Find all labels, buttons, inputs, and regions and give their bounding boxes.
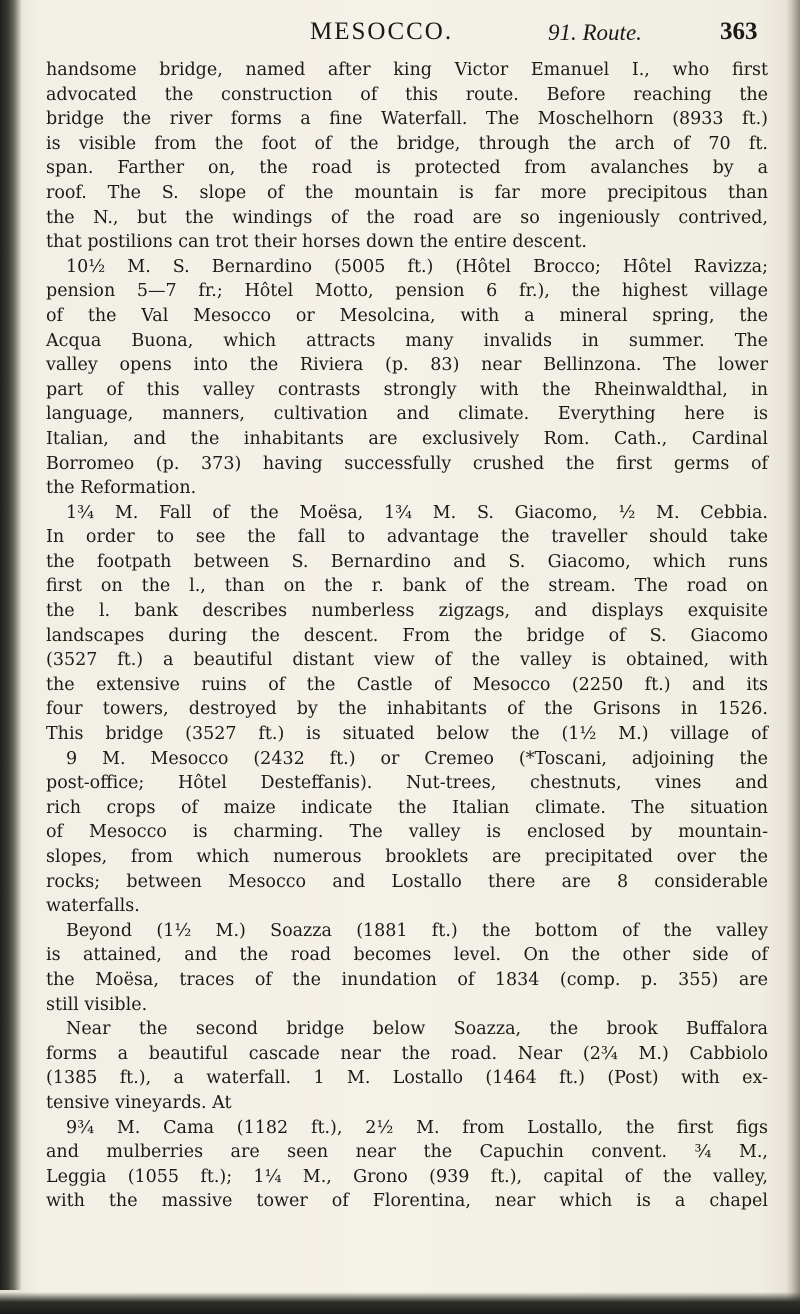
text-line: forms a beautiful cascade near the road. Near (2¾ M.) Cabbiolo (46, 1043, 768, 1064)
text-line: still visible. (46, 994, 148, 1015)
page-edge-right (786, 0, 800, 1314)
text-line: is visible from the foot of the bridge, through the arch of 70 ft. (46, 133, 768, 154)
text-line: with the massive tower of Florentina, near which is a chapel (46, 1191, 768, 1212)
body-text (46, 58, 768, 1214)
text-line: (1385 ft.), a waterfall. 1 M. Lostallo (1464 ft.) (Post) with ex- (46, 1068, 768, 1089)
text-line: Near the second bridge below Soazza, the brook Buffalora (66, 1019, 768, 1040)
running-head-title: MESOCCO. (310, 18, 454, 45)
text-line: Borromeo (p. 373) having successfully crushed the first germs of (46, 453, 768, 474)
text-line: advocated the construction of this route. Before reaching the (46, 84, 768, 105)
text-line: bridge the river forms a fine Waterfall. The Moschelhorn (8933 ft.) (46, 109, 768, 130)
text-line: roof. The S. slope of the mountain is far more precipitous than (46, 182, 768, 203)
text-line: the Moësa, traces of the inundation of 1834 (comp. p. 355) are (46, 969, 768, 990)
text-line: (3527 ft.) a beautiful distant view of the valley is obtained, with (46, 650, 768, 671)
running-head (0, 18, 800, 54)
text-line: and mulberries are seen near the Capuchin convent. ¾ M., (46, 1142, 768, 1163)
text-line: 9 M. Mesocco (2432 ft.) or Cremeo (*Toscani, adjoining the (66, 748, 768, 769)
text-line: of Mesocco is charming. The valley is enclosed by mountain- (46, 822, 768, 843)
text-line: the N., but the windings of the road are so ingeniously contrived, (46, 207, 768, 228)
text-line: slopes, from which numerous brooklets are precipitated over the (46, 847, 768, 867)
text-line: rich crops of maize indicate the Italian climate. The situation (46, 797, 768, 818)
text-line: span. Farther on, the road is protected from avalanches by a (46, 158, 768, 179)
text-line: is attained, and the road becomes level. On the other side of (46, 945, 768, 966)
text-line: Italian, and the inhabitants are exclusively Rom. Cath., Cardinal (46, 428, 768, 449)
text-line: handsome bridge, named after king Victor Emanuel I., who first (46, 60, 768, 80)
text-line: rocks; between Mesocco and Lostallo there are 8 considerable (46, 871, 768, 892)
text-line: valley opens into the Riviera (p. 83) near Bellinzona. The lower (46, 355, 768, 376)
binding-shadow-left (0, 0, 22, 1290)
text-line: Acqua Buona, which attracts many invalids in summer. The (46, 330, 768, 351)
text-line: the extensive ruins of the Castle of Mesocco (2250 ft.) and its (46, 674, 768, 695)
text-line: the Reformation. (46, 478, 197, 499)
text-line: Leggia (1055 ft.); 1¼ M., Grono (939 ft.), capital of the valley, (46, 1166, 768, 1187)
page-edge-bottom (0, 1292, 800, 1314)
text-line: first on the l., than on the r. bank of the stream. The road on (46, 576, 768, 597)
text-line: language, manners, cultivation and climate. Everything here is (46, 404, 768, 425)
text-line: This bridge (3527 ft.) is situated below the (1½ M.) village of (46, 724, 768, 745)
text-line: landscapes during the descent. From the bridge of S. Giacomo (46, 625, 768, 646)
text-line: Beyond (1½ M.) Soazza (1881 ft.) the bottom of the valley (66, 920, 768, 941)
text-line: post-office; Hôtel Desteffanis). Nut-trees, chestnuts, vines and (46, 773, 768, 794)
text-line: tensive vineyards. At (46, 1092, 232, 1113)
text-line: In order to see the fall to advantage the traveller should take (46, 527, 768, 548)
text-line: of the Val Mesocco or Mesolcina, with a mineral spring, the (46, 305, 768, 326)
text-line: four towers, destroyed by the inhabitants of the Grisons in 1526. (46, 699, 768, 720)
text-line: the footpath between S. Bernardino and S. Giacomo, which runs (46, 551, 768, 572)
text-line: pension 5—7 fr.; Hôtel Motto, pension 6 fr.), the highest village (46, 281, 768, 302)
running-head-route: 91. Route. (548, 20, 642, 45)
text-line: 9¾ M. Cama (1182 ft.), 2½ M. from Lostallo, the first figs (66, 1117, 768, 1138)
text-line: part of this valley contrasts strongly with the Rheinwaldthal, in (46, 379, 768, 400)
text-line: 1¾ M. Fall of the Moësa, 1¾ M. S. Giacomo, ½ M. Cebbia. (66, 502, 768, 523)
page-number: 363 (720, 18, 758, 45)
text-line: waterfalls. (46, 896, 140, 917)
text-line: 10½ M. S. Bernardino (5005 ft.) (Hôtel Brocco; Hôtel Ravizza; (66, 256, 768, 277)
text-line: that postilions can trot their horses down the entire descent. (46, 232, 587, 253)
text-line: the l. bank describes numberless zigzags, and displays exquisite (46, 601, 768, 622)
